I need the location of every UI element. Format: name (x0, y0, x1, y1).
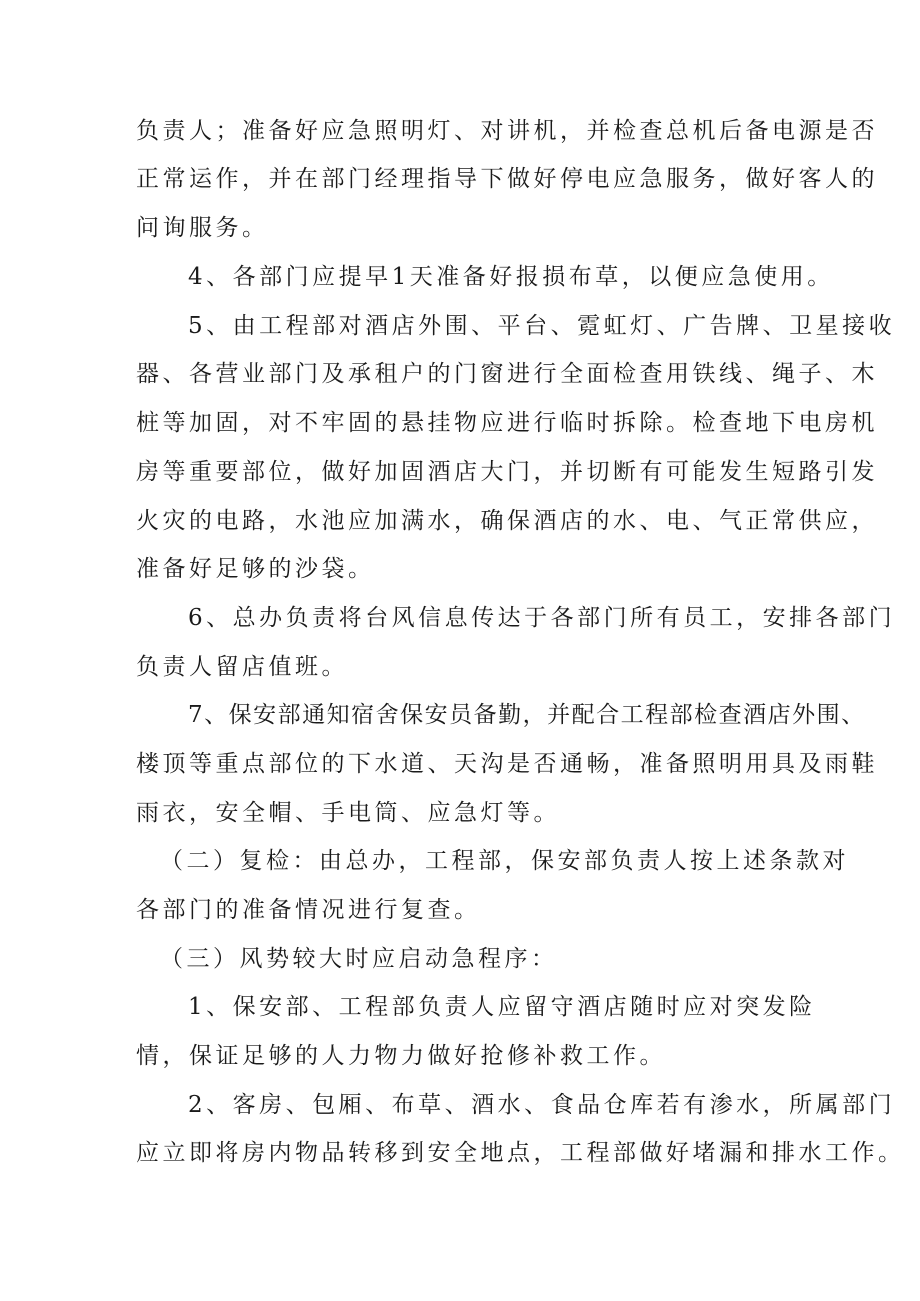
paragraph-line: 7、保安部通知宿舍保安员备勤，并配合工程部检查酒店外围、 (188, 702, 866, 728)
paragraph-line: 火灾的电路，水池应加满水，确保酒店的水、电、气正常供应， (136, 508, 878, 534)
paragraph-line: 正常运作，并在部门经理指导下做好停电应急服务，做好客人的 (136, 166, 878, 192)
paragraph-line: 各部门的准备情况进行复查。 (136, 897, 481, 923)
paragraph-line: 1、保安部、工程部负责人应留守酒店随时应对突发险 (188, 994, 816, 1020)
paragraph-line: 雨衣，安全帽、手电筒、应急灯等。 (136, 800, 560, 826)
paragraph-line: 情，保证足够的人力物力做好抢修补救工作。 (136, 1043, 666, 1069)
paragraph-line: 4、各部门应提早1天准备好报损布草，以便应急使用。 (188, 264, 834, 290)
paragraph-line: 应立即将房内物品转移到安全地点，工程部做好堵漏和排水工作。 (136, 1140, 905, 1166)
paragraph-line: （三）风势较大时应启动急程序： (160, 946, 558, 972)
paragraph-line: 器、各营业部门及承租户的门窗进行全面检查用铁线、绳子、木 (136, 361, 878, 387)
paragraph-line: 楼顶等重点部位的下水道、天沟是否通畅，准备照明用具及雨鞋 (136, 751, 878, 777)
paragraph-line: 5、由工程部对酒店外围、平台、霓虹灯、广告牌、卫星接收 (188, 313, 896, 339)
paragraph-line: 准备好足够的沙袋。 (136, 556, 375, 582)
paragraph-line: 2、客房、包厢、布草、酒水、食品仓库若有渗水，所属部门 (188, 1092, 896, 1118)
paragraph-line: 桩等加固，对不牢固的悬挂物应进行临时拆除。检查地下电房机 (136, 410, 878, 436)
paragraph-line: 问询服务。 (136, 215, 269, 241)
paragraph-line: （二）复检：由总办，工程部，保安部负责人按上述条款对 (160, 848, 849, 874)
paragraph-line: 负责人留店值班。 (136, 654, 348, 680)
paragraph-line: 房等重要部位，做好加固酒店大门，并切断有可能发生短路引发 (136, 459, 878, 485)
paragraph-line: 负责人；准备好应急照明灯、对讲机，并检查总机后备电源是否 (136, 118, 878, 144)
paragraph-line: 6、总办负责将台风信息传达于各部门所有员工，安排各部门 (188, 605, 896, 631)
